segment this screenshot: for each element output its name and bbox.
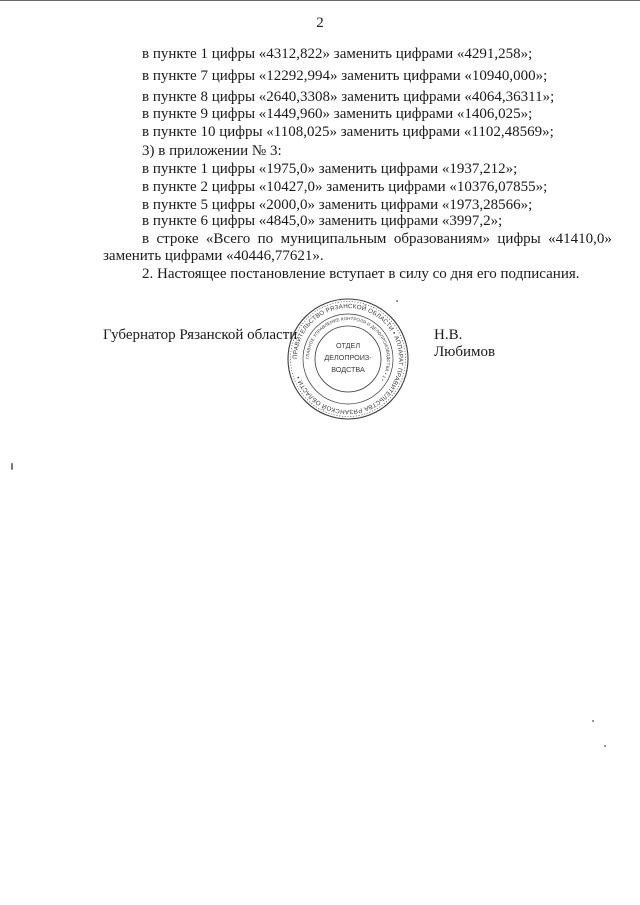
- scan-speck: [396, 300, 398, 302]
- signature-title: Губернатор Рязанской области: [103, 327, 298, 343]
- amendment-line: в пункте 10 цифры «1108,025» заменить цифрами «1102,48569»;: [142, 124, 554, 140]
- amendment-line: в пункте 5 цифры «2000,0» заменить цифрами «1973,28566»;: [142, 197, 533, 213]
- total-word: строке: [156, 231, 199, 247]
- total-line-second: заменить цифрами «40446,77621».: [103, 248, 324, 264]
- total-word: «Всего: [205, 231, 251, 247]
- amendment-line: в пункте 8 цифры «2640,3308» заменить цифрами «4064,36311»;: [142, 89, 555, 105]
- stamp-outer-text: ПРАВИТЕЛЬСТВО РЯЗАНСКОЙ ОБЛАСТИ • АППАРАТ ПРАВИТЕЛЬСТВА РЯЗАНСКОЙ ОБЛАСТИ •: [291, 302, 405, 416]
- page-number: 2: [316, 15, 324, 31]
- total-word: цифры: [497, 231, 541, 247]
- stamp-center-line: ВОДСТВА: [331, 365, 365, 374]
- stamp-center-line: ОТДЕЛ: [335, 341, 361, 350]
- scan-speck: [592, 720, 594, 722]
- total-word: в: [142, 231, 150, 247]
- official-stamp: [286, 297, 410, 421]
- total-word: муниципальным: [280, 231, 387, 247]
- stamp-center-line: ДЕЛОПРОИЗ-: [324, 353, 372, 362]
- stamp-inner-text: ГЛАВНОЕ УПРАВЛЕНИЕ КОНТРОЛЯ И ДЕЛОПРОИЗВОДСТВА • 1 •: [304, 315, 392, 383]
- total-line-first: [142, 231, 612, 248]
- amendment-line: в пункте 2 цифры «10427,0» заменить цифрами «10376,07855»;: [142, 179, 548, 195]
- total-word: «41410,0»: [548, 231, 612, 247]
- amendment-line: в пункте 1 цифры «4312,822» заменить цифрами «4291,258»;: [142, 46, 533, 62]
- clause-2: 2. Настоящее постановление вступает в силу со дня его подписания.: [142, 266, 580, 282]
- top-rule: [0, 0, 640, 1]
- amendment-line: в пункте 7 цифры «12292,994» заменить цифрами «10940,000»;: [142, 68, 548, 84]
- signature-name: Н.В. Любимов: [434, 327, 496, 360]
- scan-speck: [604, 745, 606, 747]
- amendment-line: в пункте 6 цифры «4845,0» заменить цифрами «3997,2»;: [142, 213, 503, 229]
- total-word: по: [257, 231, 274, 247]
- total-word: образованиям»: [393, 231, 490, 247]
- scan-speck: [11, 463, 13, 470]
- section-heading: 3) в приложении № 3:: [142, 143, 282, 159]
- amendment-line: в пункте 9 цифры «1449,960» заменить цифрами «1406,025»;: [142, 106, 533, 122]
- amendment-line: в пункте 1 цифры «1975,0» заменить цифрами «1937,212»;: [142, 161, 518, 177]
